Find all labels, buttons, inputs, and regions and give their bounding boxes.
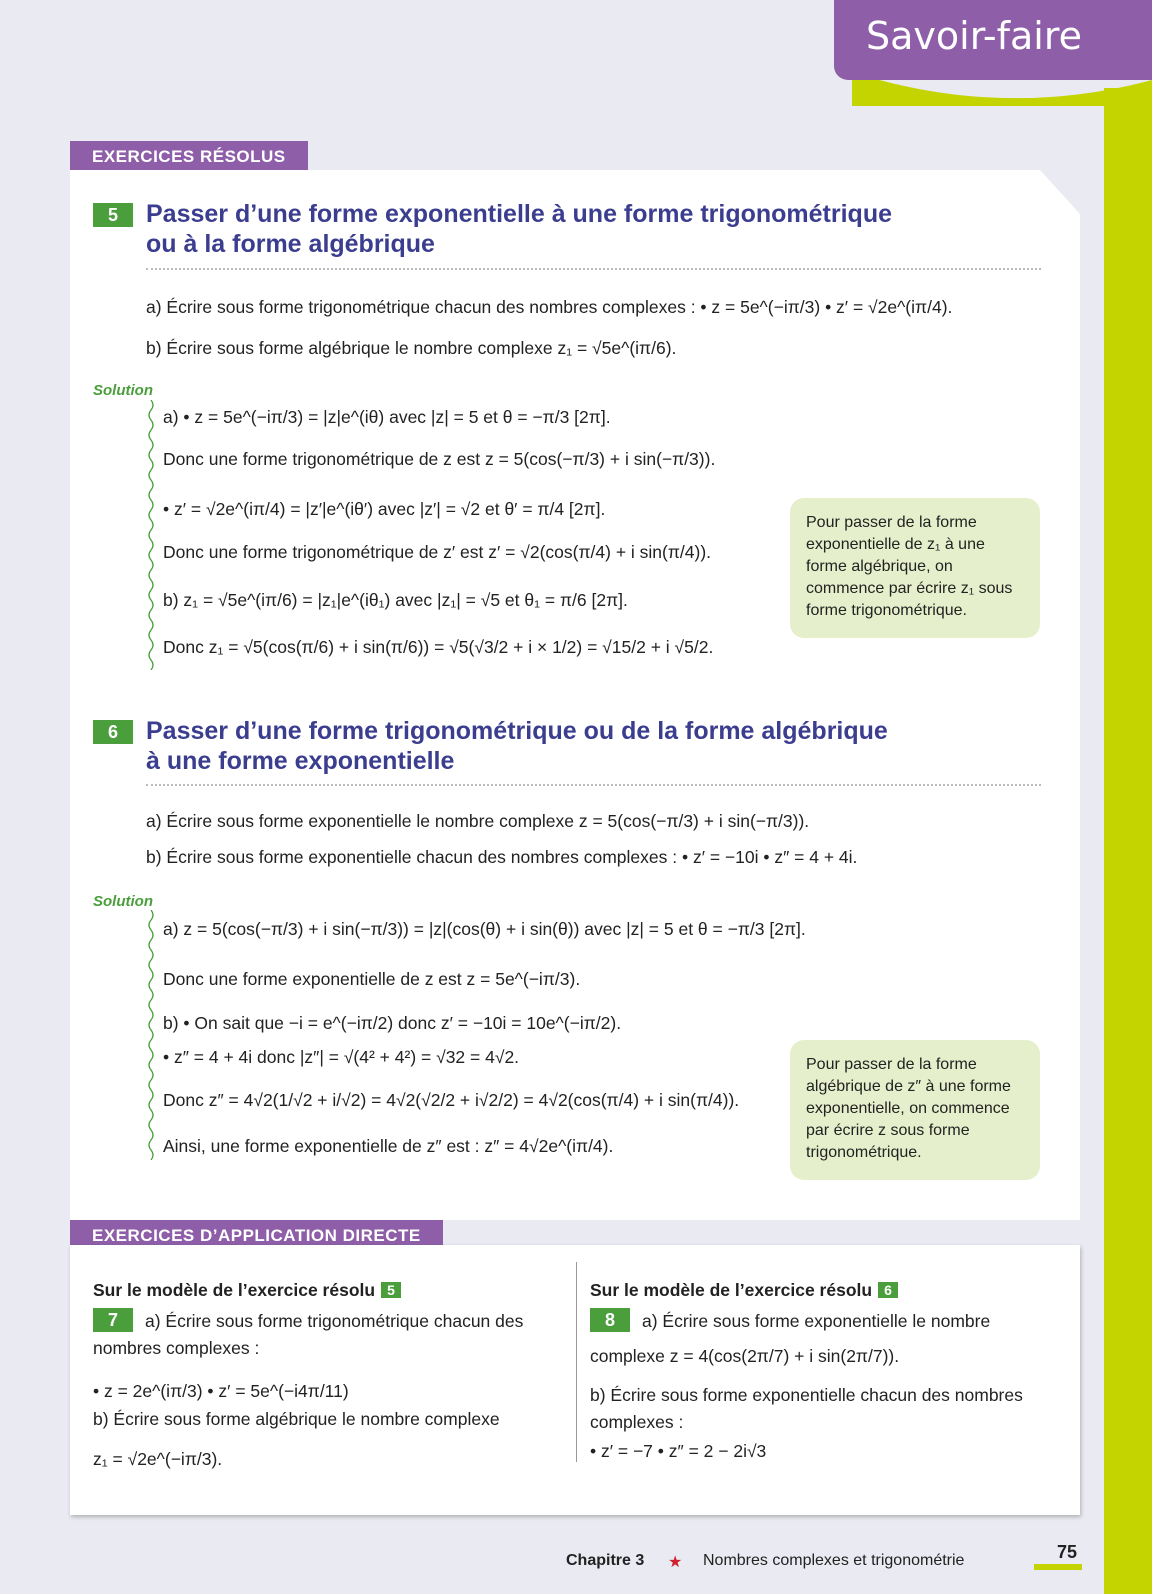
exercise-5-question-a: a) Écrire sous forme trigonométrique chacun des nombres complexes : • z = 5e^(−iπ/3) • z′ = √2e^(iπ/4).: [146, 297, 953, 317]
right-margin-bar: [1104, 88, 1152, 1594]
exercise-number-badge: 6: [93, 720, 133, 744]
exercise-5-solution-line: Donc une forme trigonométrique de z′ est z′ = √2(cos(π/4) + i sin(π/4)).: [163, 542, 712, 562]
right-column-ref-badge: 6: [878, 1282, 898, 1298]
exercise-6-solution-line: Ainsi, une forme exponentielle de z″ est : z″ = 4√2e^(iπ/4).: [163, 1136, 614, 1156]
left-column-heading: [93, 1280, 401, 1301]
solution-wavy-line: [147, 400, 155, 670]
column-divider: [576, 1262, 577, 1462]
exercise-5-solution-line: Donc z₁ = √5(cos(π/6) + i sin(π/6)) = √5(√3/2 + i × 1/2) = √15/2 + i √5/2.: [163, 637, 714, 657]
exercise-8-line: complexe z = 4(cos(2π/7) + i sin(2π/7)).: [590, 1346, 900, 1366]
exercise-8-line: b) Écrire sous forme exponentielle chacun des nombres: [590, 1385, 1023, 1405]
solution-label: Solution: [93, 382, 153, 399]
exercise-6-solution-line: • z″ = 4 + 4i donc |z″| = √(4² + 4²) = √32 = 4√2.: [163, 1047, 520, 1067]
application-exercises-label: EXERCICES D’APPLICATION DIRECTE: [70, 1220, 443, 1252]
exercise-7-line: b) Écrire sous forme algébrique le nombre complexe: [93, 1409, 500, 1429]
footer-chapter: Chapitre 3: [566, 1552, 645, 1569]
exercise-8-line: complexes :: [590, 1412, 684, 1432]
exercise-6-solution-line: Donc z″ = 4√2(1/√2 + i/√2) = 4√2(√2/2 + i√2/2) = 4√2(cos(π/4) + i sin(π/4)).: [163, 1090, 740, 1110]
divider-dotted: [146, 784, 1041, 786]
exercise-7-line: a) Écrire sous forme trigonométrique chacun des: [145, 1311, 524, 1331]
page-number-underline: [1034, 1564, 1082, 1570]
exercise-number-badge: 8: [590, 1308, 630, 1332]
exercise-5-question-b: b) Écrire sous forme algébrique le nombre complexe z₁ = √5e^(iπ/6).: [146, 338, 677, 358]
solution-label: Solution: [93, 893, 153, 910]
exercise-number-badge: 7: [93, 1308, 133, 1332]
exercise-8-line: • z′ = −7 • z″ = 2 − 2i√3: [590, 1441, 767, 1461]
exercise-5-solution-line: • z′ = √2e^(iπ/4) = |z′|e^(iθ′) avec |z′| = √2 et θ′ = π/4 [2π].: [163, 499, 606, 519]
exercise-7-line: • z = 2e^(iπ/3) • z′ = 5e^(−i4π/11): [93, 1381, 349, 1401]
exercise-5-tip: Pour passer de la forme exponentielle de z₁ à une forme algébrique, on commence par écrire z₁ sous forme trigonométrique.: [790, 498, 1040, 638]
exercise-7-line: z₁ = √2e^(−iπ/3).: [93, 1449, 223, 1469]
exercise-6-tip: Pour passer de la forme algébrique de z″ à une forme exponentielle, on commence par écrire z sous forme trigonométrique.: [790, 1040, 1040, 1180]
tab-title: Savoir-faire: [866, 14, 1082, 58]
exercise-5-solution-line: b) z₁ = √5e^(iπ/6) = |z₁|e^(iθ₁) avec |z₁| = √5 et θ₁ = π/6 [2π].: [163, 590, 628, 610]
exercise-6-title-line2: à une forme exponentielle: [146, 747, 455, 775]
solution-wavy-line: [147, 910, 155, 1160]
left-column-heading-text: Sur le modèle de l’exercice résolu: [93, 1280, 376, 1300]
exercise-5-title-line1: Passer d’une forme exponentielle à une forme trigonométrique: [146, 200, 892, 228]
exercise-7-line: nombres complexes :: [93, 1338, 260, 1358]
exercise-6-question-b: b) Écrire sous forme exponentielle chacun des nombres complexes : • z′ = −10i • z″ = 4 + 4i.: [146, 847, 858, 867]
right-column-heading: [590, 1280, 898, 1301]
exercise-6-title-line1: Passer d’une forme trigonométrique ou de la forme algébrique: [146, 717, 888, 745]
footer-star-icon: ★: [668, 1554, 683, 1571]
exercise-6-solution-line: a) z = 5(cos(−π/3) + i sin(−π/3)) = |z|(cos(θ) + i sin(θ)) avec |z| = 5 et θ = −π/3 [2π].: [163, 919, 806, 939]
left-column-ref-badge: 5: [381, 1282, 401, 1298]
right-column-heading-text: Sur le modèle de l’exercice résolu: [590, 1280, 873, 1300]
exercise-8-line: a) Écrire sous forme exponentielle le nombre: [642, 1311, 991, 1331]
footer-topic: Nombres complexes et trigonométrie: [703, 1552, 965, 1569]
exercise-5-title-line2: ou à la forme algébrique: [146, 230, 435, 258]
exercise-5-solution-line: Donc une forme trigonométrique de z est z = 5(cos(−π/3) + i sin(−π/3)).: [163, 449, 716, 469]
exercise-5-solution-line: a) • z = 5e^(−iπ/3) = |z|e^(iθ) avec |z| = 5 et θ = −π/3 [2π].: [163, 407, 611, 427]
section-tab: [834, 0, 1152, 80]
exercise-6-solution-line: Donc une forme exponentielle de z est z = 5e^(−iπ/3).: [163, 969, 581, 989]
exercise-6-solution-line: b) • On sait que −i = e^(−iπ/2) donc z′ = −10i = 10e^(−iπ/2).: [163, 1013, 622, 1033]
page-number: 75: [1056, 1542, 1077, 1562]
exercise-number-badge: 5: [93, 203, 133, 227]
divider-dotted: [146, 268, 1041, 270]
resolved-exercises-label: EXERCICES RÉSOLUS: [70, 141, 308, 173]
exercise-6-question-a: a) Écrire sous forme exponentielle le nombre complexe z = 5(cos(−π/3) + i sin(−π/3)).: [146, 811, 810, 831]
